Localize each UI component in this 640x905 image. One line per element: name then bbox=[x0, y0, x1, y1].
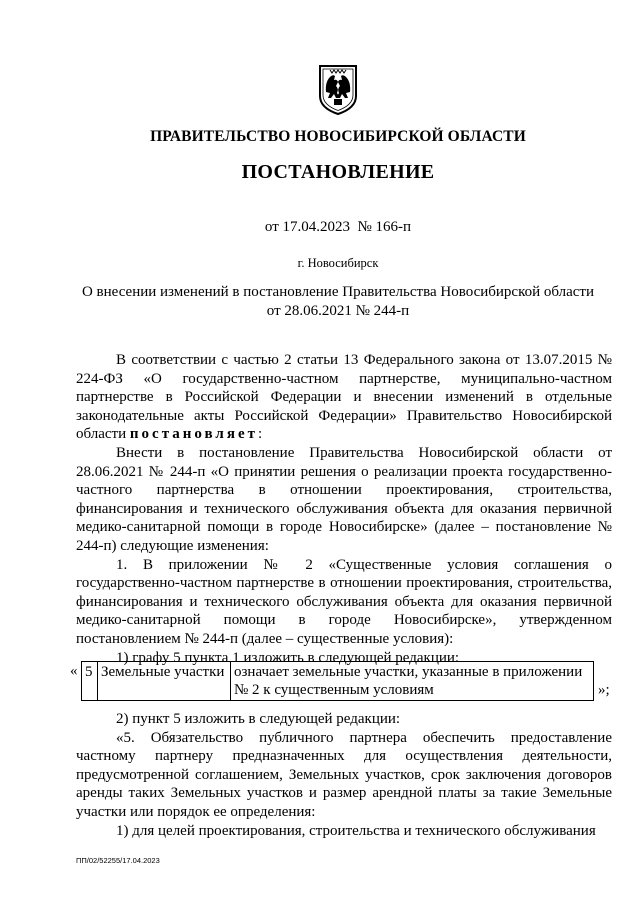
paragraph-subitem-1: 1) графу 5 пункта 1 изложить в следующей редакции: bbox=[116, 649, 460, 666]
amendment-table-block bbox=[70, 661, 630, 701]
amendment-table bbox=[81, 661, 594, 701]
paragraph-preamble bbox=[76, 351, 612, 444]
table-close-quote: »; bbox=[598, 682, 610, 698]
document-subject bbox=[0, 283, 640, 321]
subject-line-2: от 28.06.2021 № 244-п bbox=[266, 303, 410, 319]
footer-document-code: ПП/02/52255/17.04.2023 bbox=[76, 856, 160, 865]
document-type-title: ПОСТАНОВЛЕНИЕ bbox=[241, 161, 435, 183]
city-name: г. Новосибирск bbox=[297, 256, 379, 270]
paragraph-clause-5-1: 1) для целей проектирования, строительства и технического обслуживания bbox=[116, 822, 596, 839]
document-body-continued bbox=[76, 710, 612, 840]
resolves-word: постановляет bbox=[129, 426, 258, 443]
document-body bbox=[76, 351, 612, 667]
paragraph-subitem-2: 2) пункт 5 изложить в следующей редакции: bbox=[116, 711, 401, 727]
paragraph-amend: Внести в постановление Правительства Новосибирской области от 28.06.2021 № 244-п «О принятии решения о реализации проекта государственно-частного партнерства в отношении проектирования, строительства, финансирования и технического обслуживания объекта для оказания первичной медико-санитарной помощи в городе Новосибирске» (далее – постановление № 244-п) следующие изменения: bbox=[76, 444, 612, 554]
document-date-number: от 17.04.2023 № 166-п bbox=[264, 219, 412, 235]
preamble-text: В соответствии с частью 2 статьи 13 Федерального закона от 13.07.2015 № 224-ФЗ «О государственно-частном партнерстве, муниципально-частном партнерстве в Российской Федерации и внесении изменений в отдельные законодательные акты Российской Федерации» Правительство Новосибирской области bbox=[76, 352, 612, 443]
table-cell-term: Земельные участки bbox=[98, 662, 231, 701]
table-cell-number: 5 bbox=[82, 662, 98, 701]
paragraph-item-1: 1. В приложении № 2 «Существенные условия соглашения о государственно-частном партнерстве в отношении проектирования, строительства, финансирования и технического обслуживания объекта для оказания первичной медико-санитарной помощи в городе Новосибирске», утвержденном постановлением № 244-п (далее – существенные условия): bbox=[76, 556, 612, 647]
organization-title: ПРАВИТЕЛЬСТВО НОВОСИБИРСКОЙ ОБЛАСТИ bbox=[150, 128, 526, 145]
coat-of-arms-emblem bbox=[316, 62, 360, 116]
table-cell-definition: означает земельные участки, указанные в приложении № 2 к существенным условиям bbox=[231, 662, 594, 701]
table-open-quote: « bbox=[70, 663, 78, 679]
table-row bbox=[82, 662, 594, 701]
paragraph-clause-5: «5. Обязательство публичного партнера обеспечить предоставление частному партнеру предназначенных для осуществления деятельности, предусмотренной соглашением, Земельных участков, срок заключения договоров аренды таких Земельных участков и размер арендной платы за такие Земельные участки или порядок ее определения: bbox=[76, 729, 612, 820]
preamble-colon: : bbox=[258, 426, 263, 443]
subject-line-1: О внесении изменений в постановление Правительства Новосибирской области bbox=[81, 284, 595, 300]
